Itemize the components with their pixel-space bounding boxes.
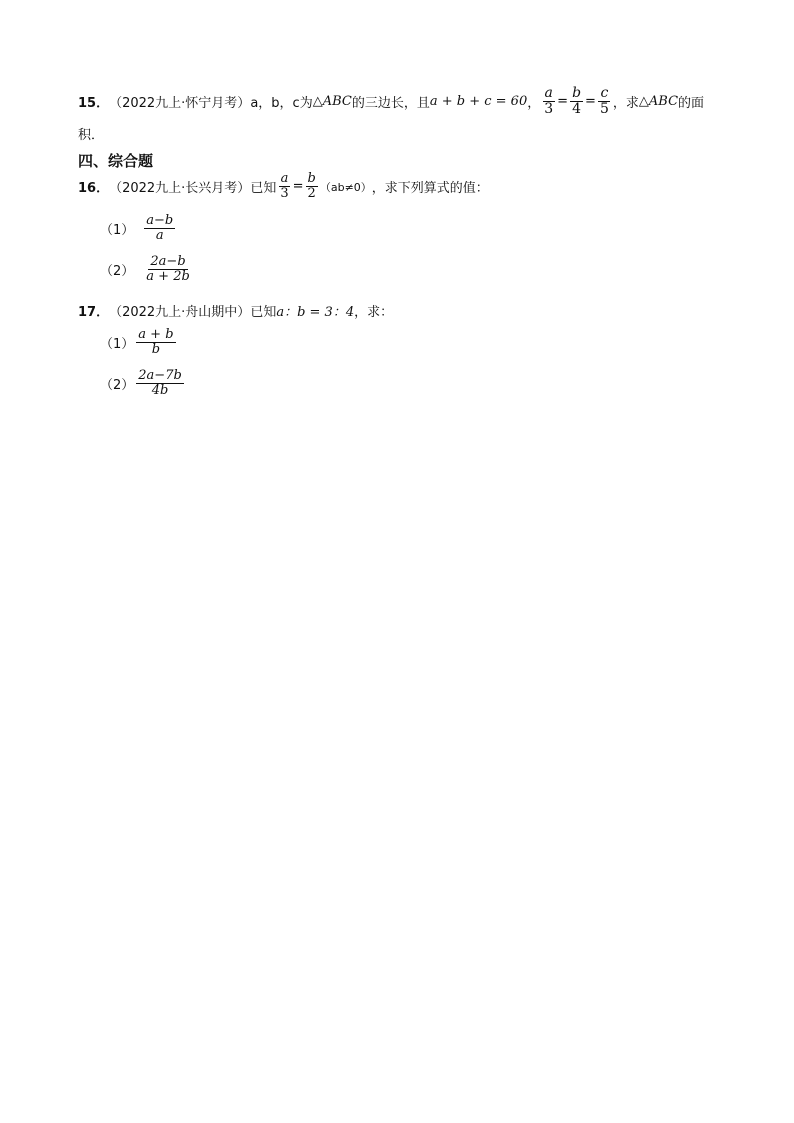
fraction-b-over-4 <box>570 86 583 118</box>
numerator: a <box>544 85 553 101</box>
equals-sign: = <box>585 94 596 110</box>
fraction-expression <box>136 328 175 358</box>
denominator: 2 <box>307 186 316 202</box>
triangle-symbol: △ <box>312 94 323 110</box>
condition-text: （ab≠0） <box>319 180 372 194</box>
question-17-line <box>78 301 393 320</box>
denominator: 3 <box>280 186 289 202</box>
question-number: 17． <box>78 305 110 320</box>
triangle-name: ABC <box>648 94 679 110</box>
fraction-a-over-3 <box>542 86 555 118</box>
equals-sign: = <box>557 94 569 110</box>
part-label: （1） <box>100 223 135 239</box>
fraction-expression <box>136 369 184 399</box>
numerator: 2a−7b <box>138 368 182 383</box>
question-17-part-2 <box>100 369 186 399</box>
numerator: c <box>600 85 609 101</box>
question-text: 已知 <box>250 181 277 197</box>
numerator: a−b <box>146 213 174 228</box>
fraction-a-over-3 <box>278 172 290 202</box>
question-16-part-2 <box>100 255 194 285</box>
question-text: ，求： <box>354 305 394 320</box>
denominator: a + 2b <box>146 269 190 285</box>
part-label: （2） <box>100 264 135 280</box>
ratio-expression: a：b = 3：4 <box>276 305 355 320</box>
question-text: 为 <box>299 96 313 112</box>
denominator: 5 <box>599 101 609 118</box>
numerator: b <box>307 171 316 186</box>
question-number: 16． <box>78 181 110 197</box>
fraction-expression <box>144 214 175 244</box>
denominator: 3 <box>544 101 554 118</box>
denominator: 4b <box>151 383 169 399</box>
sum-equation: a + b + c = 60 <box>429 94 528 110</box>
triangle-name: ABC <box>322 94 352 110</box>
section-title: 四、综合题 <box>78 152 154 170</box>
numerator: 2a−b <box>150 254 186 269</box>
question-16-part-1 <box>100 214 177 244</box>
equals-sign: = <box>292 179 304 195</box>
fraction-expression <box>144 255 192 285</box>
fraction-b-over-2 <box>306 172 318 202</box>
fraction-c-over-5 <box>598 86 611 118</box>
question-15-line-1 <box>78 86 704 118</box>
question-text: ，求 <box>612 96 639 112</box>
question-16-line <box>78 172 489 202</box>
denominator: a <box>155 228 164 244</box>
question-text: ，求下列算式的值： <box>371 181 489 197</box>
question-text: 已知 <box>250 305 277 320</box>
question-source: （2022九上·舟山期中） <box>109 305 251 320</box>
question-source: （2022九上·长兴月考） <box>109 181 251 197</box>
question-15-line-2 <box>78 124 104 143</box>
question-17-part-1 <box>100 328 178 358</box>
question-source: （2022九上·怀宁月考） <box>109 96 251 112</box>
part-label: （1） <box>100 337 135 353</box>
numerator: a <box>280 171 289 186</box>
variables-text: a，b，c <box>250 96 300 112</box>
comma: ， <box>527 96 541 112</box>
question-text: 的三边长，且 <box>351 96 430 112</box>
numerator: a + b <box>138 327 174 342</box>
question-text: 的面 <box>678 96 705 112</box>
numerator: b <box>572 85 582 101</box>
denominator: 4 <box>572 101 582 118</box>
section-heading <box>78 150 153 171</box>
part-label: （2） <box>100 378 135 394</box>
denominator: b <box>151 342 161 358</box>
triangle-symbol: △ <box>638 94 649 110</box>
question-number: 15． <box>78 96 110 112</box>
question-text: 积． <box>78 128 105 143</box>
